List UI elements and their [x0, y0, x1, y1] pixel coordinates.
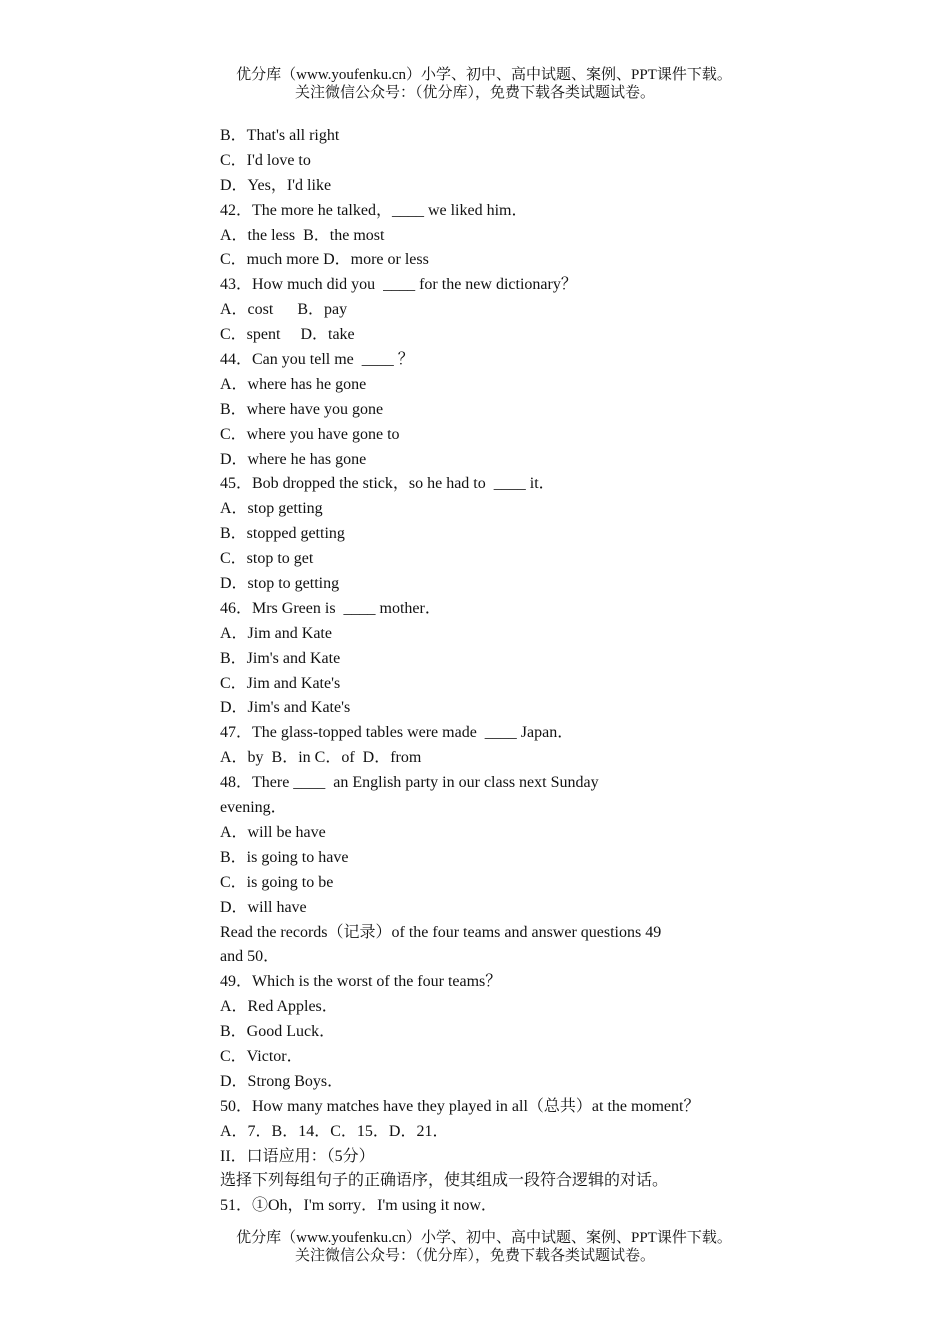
- text-line: C．I'd love to: [220, 151, 311, 169]
- text-line: A．the less B．the most: [220, 226, 385, 244]
- text-line: A．7．B．14．C．15．D．21．: [220, 1122, 449, 1140]
- section-instruction: 选择下列每组句子的正确语序，使其组成一段符合逻辑的对话。: [220, 1172, 669, 1190]
- text-line: B．stopped getting: [220, 525, 345, 543]
- question-content: [220, 124, 740, 1219]
- text-line: C．Jim and Kate's: [220, 674, 341, 692]
- page-header: [0, 66, 950, 102]
- text-line: D．Jim's and Kate's: [220, 699, 351, 717]
- question-46: 46．Mrs Green is ____ mother．: [220, 599, 441, 617]
- text-line: D．stop to getting: [220, 575, 340, 593]
- page-footer: [0, 1229, 950, 1265]
- text-line: B．Jim's and Kate: [220, 649, 341, 667]
- text-line: and 50．: [220, 948, 280, 966]
- text-line: C．where you have gone to: [220, 425, 400, 443]
- text-line: C．spent D．take: [220, 326, 355, 344]
- question-50: 50．How many matches have they played in all（总共）at the moment？: [220, 1097, 700, 1115]
- text-line: C．much more D．more or less: [220, 251, 429, 269]
- text-line: B．Good Luck．: [220, 1023, 336, 1041]
- text-line: A．will be have: [220, 823, 326, 841]
- question-48: 48．There ____ an English party in our class next Sunday: [220, 774, 599, 792]
- text-line: D．will have: [220, 898, 307, 916]
- question-44: 44．Can you tell me ____ ？: [220, 351, 414, 369]
- header-line-2: 关注微信公众号：（优分库），免费下载各类试题试卷。: [294, 85, 655, 101]
- text-line: A．cost B．pay: [220, 301, 348, 319]
- text-line: C．is going to be: [220, 873, 334, 891]
- section-heading: II．口语应用：（5分）: [220, 1147, 375, 1165]
- text-line: D．Yes，I'd like: [220, 176, 332, 194]
- text-line: C．stop to get: [220, 550, 314, 568]
- text-line: A．stop getting: [220, 500, 323, 518]
- text-line: B．is going to have: [220, 848, 349, 866]
- text-line: D．Strong Boys．: [220, 1072, 344, 1090]
- text-line: D．where he has gone: [220, 450, 367, 468]
- text-line: B．That's all right: [220, 127, 340, 144]
- question-45: 45．Bob dropped the stick，so he had to ____ it．: [220, 475, 555, 493]
- text-line: C．Victor．: [220, 1047, 303, 1065]
- question-49: 49．Which is the worst of the four teams？: [220, 973, 502, 991]
- footer-line-1: 优分库（www.youfenku.cn）小学、初中、高中试题、案例、PPT课件下载。: [236, 1230, 732, 1246]
- footer-line-2: 关注微信公众号：（优分库），免费下载各类试题试卷。: [294, 1248, 655, 1264]
- text-line: A．where has he gone: [220, 375, 367, 393]
- text-line: evening．: [220, 799, 287, 817]
- reading-instruction: Read the records（记录）of the four teams and answer questions 49: [220, 923, 662, 941]
- question-47: 47．The glass-topped tables were made ____ Japan．: [220, 724, 574, 742]
- header-line-1: 优分库（www.youfenku.cn）小学、初中、高中试题、案例、PPT课件下载。: [236, 67, 732, 83]
- text-line: A．by B．in C．of D．from: [220, 749, 422, 767]
- text-line: A．Red Apples．: [220, 998, 338, 1016]
- question-51: 51．①Oh，I'm sorry．I'm using it now．: [220, 1197, 497, 1215]
- text-line: B．where have you gone: [220, 400, 384, 418]
- text-line: A．Jim and Kate: [220, 624, 332, 642]
- question-43: 43．How much did you ____ for the new dictionary？: [220, 276, 577, 294]
- question-42: 42．The more he talked，____ we liked him．: [220, 201, 528, 219]
